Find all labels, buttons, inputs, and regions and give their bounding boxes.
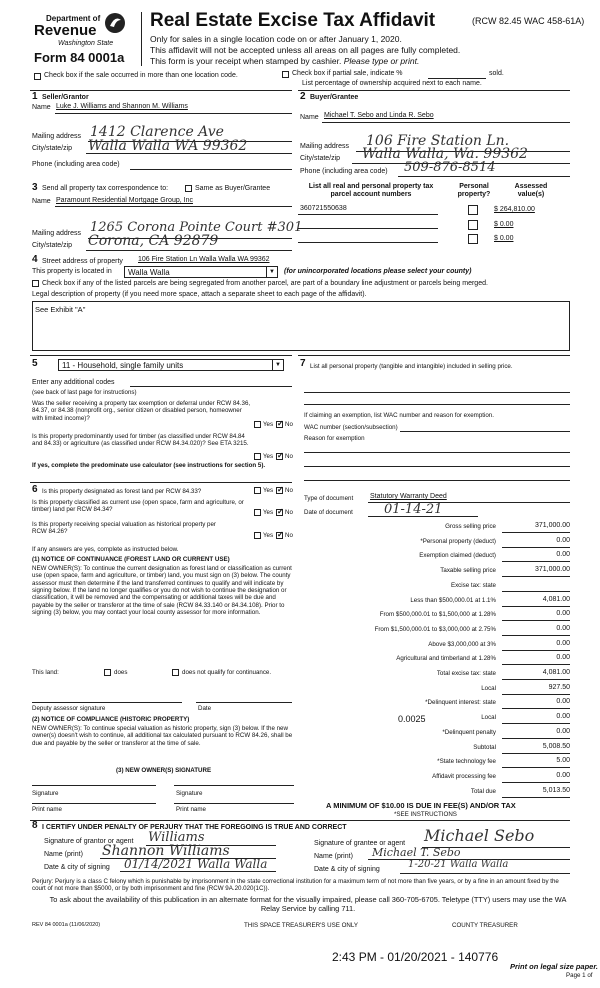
yes-label: Yes	[263, 487, 274, 494]
dept-line2: Revenue	[34, 22, 97, 39]
tax-row-value[interactable]: 0.00	[556, 713, 570, 720]
tax-row-value[interactable]: 371,000.00	[534, 566, 570, 573]
grantor-print-label: Name (print)	[44, 851, 83, 858]
sec5-q1-no-checkbox[interactable]	[276, 421, 283, 428]
sec8-heading: I CERTIFY UNDER PENALTY OF PERJURY THAT THE FOREGOING IS TRUE AND CORRECT	[42, 824, 347, 831]
tax-row-value[interactable]: 5,008.50	[542, 743, 570, 750]
notice1-title: (1) NOTICE OF CONTINUANCE (FOREST LAND OR CURRENT USE)	[32, 556, 230, 563]
tax-row-label: Local	[481, 685, 496, 692]
county-note: (for unincorporated locations please select your county)	[284, 268, 472, 275]
sec5-q2-yes-checkbox[interactable]	[254, 453, 261, 460]
tax-row-label: Gross selling price	[445, 523, 496, 530]
header-line3: This form is your receipt when stamped by cashier. Please type or print.	[150, 56, 420, 66]
grantee-date-label: Date & city of signing	[314, 866, 380, 873]
seller-city[interactable]: Walla Walla WA 99362	[88, 138, 248, 154]
yes-label: Yes	[263, 532, 274, 539]
buyer-name[interactable]: Michael T. Sebo and Linda R. Sebo	[324, 112, 434, 119]
owner-print-label-1: Print name	[32, 806, 62, 813]
assessed-value-1[interactable]: $ 264,810.00	[494, 206, 535, 213]
county-treasurer: COUNTY TREASURER	[452, 922, 518, 929]
form-number: Form 84 0001a	[34, 50, 125, 65]
sec7-number: 7	[300, 358, 306, 369]
use-code-select[interactable]: 11 - Household, single family units ▼	[58, 359, 284, 371]
sec6-ifany: If any answers are yes, complete as instructed below.	[32, 546, 179, 553]
multi-location-checkbox[interactable]	[34, 73, 41, 80]
no-label: No	[285, 453, 293, 460]
yes-label: Yes	[263, 421, 274, 428]
deputy-sig-label: Deputy assessor signature	[32, 705, 106, 712]
corr-name-label: Name	[32, 198, 51, 205]
county-select[interactable]: Walla Walla ▼	[124, 266, 278, 278]
additional-codes-label: Enter any additional codes	[32, 379, 115, 386]
reason-label: Reason for exemption	[304, 435, 365, 442]
parcel-number-1[interactable]: 360721550638	[300, 205, 347, 212]
sec6-q1: Is this property designated as forest land per RCW 84.33?	[42, 488, 202, 495]
chevron-down-icon: ▼	[272, 360, 283, 370]
assessed-col-header: Assessed value(s)	[514, 183, 548, 199]
corr-city[interactable]: Corona, CA 92879	[88, 233, 219, 249]
rev-number: REV 84 0001a (11/06/2020)	[32, 922, 101, 928]
grantee-print-name[interactable]: Michael T. Sebo	[372, 846, 461, 859]
tax-row-value[interactable]: 4,081.00	[542, 669, 570, 676]
sec7-label: List all personal property (tangible and intangible) included in selling price.	[310, 363, 513, 370]
buyer-city-label: City/state/zip	[300, 155, 341, 162]
sec6-q2-no-checkbox[interactable]	[276, 509, 283, 516]
seller-phone-label: Phone (including area code)	[32, 161, 120, 168]
tax-row-value[interactable]: 0.00	[556, 537, 570, 544]
sold-label: sold.	[489, 70, 504, 77]
minimum-note: A MINIMUM OF $10.00 IS DUE IN FEE(S) AND/OR TAX	[326, 801, 516, 810]
tax-row-value[interactable]: 0.00	[556, 551, 570, 558]
buyer-mail-label: Mailing address	[300, 143, 350, 150]
tax-row-value[interactable]: 0.00	[556, 772, 570, 779]
personal-property-checkbox-3[interactable]	[468, 234, 478, 244]
cashier-stamp: 2:43 PM - 01/20/2021 - 140776	[332, 950, 499, 964]
grantor-date-place[interactable]: 01/14/2021 Walla Walla	[124, 857, 268, 871]
seller-section-number: 1	[32, 91, 38, 102]
no-label: No	[285, 421, 293, 428]
tax-row-label: *Personal property (deduct)	[420, 538, 496, 545]
assessed-value-2[interactable]: $ 0.00	[494, 221, 514, 228]
assessed-value-3[interactable]: $ 0.00	[494, 235, 514, 242]
no-label: No	[285, 487, 293, 494]
tax-row-label: Total excise tax: state	[436, 670, 496, 677]
does-label: does	[114, 669, 128, 676]
tax-row-value[interactable]: 371,000.00	[534, 522, 570, 529]
grantee-sig-label: Signature of grantee or agent	[314, 840, 406, 847]
sec5-q2: Is this property predominantly used for timber (as classified under RCW 84.84 and 84.33) or agriculture (as classified under RCW 84.34.020)? See ETA 3215.	[32, 433, 249, 448]
corr-name[interactable]: Paramount Residential Mortgage Group, Inc	[56, 197, 193, 204]
tax-row-label: Excise tax: state	[450, 582, 496, 589]
segregated-label: Check box if any of the listed parcels are being segregated from another parcel, are part of a boundary line adjustment or parcels being merged.	[42, 280, 488, 287]
legal-label: Legal description of property (if you need more space, attach a separate sheet to each page of the affidavit).	[32, 291, 367, 298]
page-number: Page 1 of	[566, 972, 593, 979]
owner-print-label-2: Print name	[176, 806, 206, 813]
seller-name-label: Name	[32, 104, 51, 111]
no-label: No	[285, 532, 293, 539]
tax-row-label: *State technology fee	[437, 758, 496, 765]
codes-note: (see back of last page for instructions)	[32, 389, 137, 396]
tax-row-label: Less than $500,000.01 at 1.1%	[410, 597, 496, 604]
sec6-q3: Is this property receiving special valuation as historical property per RCW 84.26?	[32, 521, 216, 536]
treasurer-use: THIS SPACE TREASURER'S USE ONLY	[244, 922, 358, 929]
notice2-title: (2) NOTICE OF COMPLIANCE (HISTORIC PROPERTY)	[32, 716, 190, 723]
tax-row-value[interactable]: 0.00	[556, 654, 570, 661]
local-rate: 0.0025	[398, 714, 426, 724]
tax-row-label: From $1,500,000.01 to $3,000,000 at 2.75%	[374, 626, 496, 633]
percent-note: List percentage of ownership acquired next to each name.	[302, 80, 482, 87]
buyer-city[interactable]: Walla Walla, Wa. 99362	[362, 146, 528, 162]
same-as-buyer-label: Same as Buyer/Grantee	[195, 185, 271, 192]
street-section-number: 4	[32, 254, 38, 265]
parcel-col-header: List all real and personal property tax parcel account numbers	[308, 183, 434, 199]
does-not-label: does not qualify for continuance.	[182, 669, 272, 676]
see-instructions: *SEE INSTRUCTIONS	[394, 811, 457, 818]
tax-row-label: *Delinquent penalty	[442, 729, 496, 736]
sec6-number: 6	[32, 484, 38, 495]
dept-line3: Washington State	[58, 40, 114, 47]
tax-row-label: Exemption claimed (deduct)	[419, 552, 496, 559]
corr-mail-label: Mailing address	[32, 230, 82, 237]
perjury-note: Perjury: Perjury is a class C felony which is punishable by imprisonment in the state correctional institution for a maximum term of not more than five years, or by a fine in an amount fixed by the court of not more than $5000, or by both imprisonment and fine (RCW 9A.20.020(1C)).	[32, 878, 559, 893]
corr-mail[interactable]: 1265 Corona Pointe Court #301	[90, 220, 303, 235]
header-line2: This affidavit will not be accepted unless all areas on all pages are fully completed.	[150, 45, 461, 55]
sec5-q2-no-checkbox[interactable]	[276, 453, 283, 460]
dept-line1: Department of	[46, 14, 101, 23]
grantor-sig-label: Signature of grantor or agent	[44, 838, 134, 845]
buyer-mail[interactable]: 106 Fire Station Ln.	[366, 133, 510, 149]
tax-row-value[interactable]: 0.00	[556, 625, 570, 632]
doc-type[interactable]: Statutory Warranty Deed	[370, 493, 447, 500]
tax-row-label: Above $3,000,000 at 3%	[428, 641, 496, 648]
seller-name[interactable]: Luke J. Williams and Shannon M. Williams	[56, 103, 188, 110]
tax-row-value[interactable]: 5.00	[556, 757, 570, 764]
buyer-section-number: 2	[300, 91, 306, 102]
notice3-title: (3) NEW OWNER(S) SIGNATURE	[116, 767, 212, 774]
does-checkbox[interactable]	[104, 669, 111, 676]
owner-sig-label-1: Signature	[32, 790, 59, 797]
sec6-q2-yes-checkbox[interactable]	[254, 509, 261, 516]
exemption-label: If claiming an exemption, list WAC number and reason for exemption.	[304, 412, 494, 419]
buyer-phone[interactable]: 509-876-8514	[404, 160, 496, 175]
tax-row-value[interactable]: 4,081.00	[542, 596, 570, 603]
wac-label: WAC number (section/subsection)	[304, 424, 398, 431]
sec5-number: 5	[32, 358, 38, 369]
personal-col-header: Personal property?	[457, 183, 491, 199]
tax-row-label: Affidavit processing fee	[432, 773, 496, 780]
sec6-q1-yes-checkbox[interactable]	[254, 487, 261, 494]
does-not-checkbox[interactable]	[172, 669, 179, 676]
street-label: Street address of property	[42, 258, 123, 265]
personal-property-checkbox-2[interactable]	[468, 220, 478, 230]
tax-row-label: From $500,000.01 to $1,500,000 at 1.28%	[379, 611, 496, 618]
yes-label: Yes	[263, 453, 274, 460]
corr-section-number: 3	[32, 182, 38, 193]
no-label: No	[285, 509, 293, 516]
sec8-number: 8	[32, 820, 38, 831]
partial-sale-label: Check box if partial sale, indicate %	[292, 70, 403, 77]
doc-date-label: Date of document	[304, 509, 353, 516]
corr-city-label: City/state/zip	[32, 242, 73, 249]
grantee-signature[interactable]: Michael Sebo	[424, 826, 535, 845]
tax-row-value[interactable]: 0.00	[556, 728, 570, 735]
seller-mail[interactable]: 1412 Clarence Ave	[90, 124, 224, 140]
this-land-label: This land:	[32, 669, 59, 676]
sec6-q2: Is this property classified as current use (open space, farm and agriculture, or timber) land per RCW 84.34?	[32, 499, 244, 514]
grantor-print-name[interactable]: Shannon Williams	[102, 843, 230, 859]
tax-row-label: *Delinquent interest: state	[425, 699, 496, 706]
notice2-body: NEW OWNER(S): To continue special valuation as historic property, sign (3) below. If the new owner(s) doesn't wish to continue, all additional tax calculated pursuant to RCW 84.26, shall be due and payable by the seller or transferor at the time of sale.	[32, 725, 293, 747]
sec6-q1-no-checkbox[interactable]	[276, 487, 283, 494]
tax-row-label: Agricultural and timberland at 1.28%	[396, 655, 496, 662]
buyer-name-label: Name	[300, 114, 319, 121]
buyer-phone-label: Phone (including area code)	[300, 168, 388, 175]
tax-row-value[interactable]: 0.00	[556, 610, 570, 617]
grantor-signature[interactable]: Williams	[148, 830, 205, 845]
sec5-q1-yes-checkbox[interactable]	[254, 421, 261, 428]
chevron-down-icon: ▼	[266, 267, 277, 277]
legal-paper-note: Print on legal size paper.	[510, 962, 598, 971]
seller-mail-label: Mailing address	[32, 133, 82, 140]
dept-logo-icon	[104, 12, 126, 34]
page-title: Real Estate Excise Tax Affidavit	[150, 10, 436, 31]
tax-row-label: Total due	[470, 788, 496, 795]
doc-date[interactable]: 01-14-21	[384, 502, 443, 517]
notice1-body: NEW OWNER(S): To continue the current designation as forest land or classification as current use (open space, farm and agriculture, or timber) land, you must sign on (3) below. The county assessor must then determine if the land transferred continues to qualify and will indicate by signing below. If the land no longer qualifies or you do not wish to continue the designation or classification, it will be removed and the compensating or additional taxes will be due and payable by the seller or transferor at the time of sale (RCW 84.33.140 or 84.34.108). Prior to signing (3) below, you may contact your local county assessor for more information.	[32, 565, 292, 616]
segregated-checkbox[interactable]	[32, 280, 39, 287]
tax-row-value[interactable]: 5,013.50	[542, 787, 570, 794]
seller-city-label: City/state/zip	[32, 145, 73, 152]
grantee-date-place[interactable]: 1-20-21 Walla Walla	[408, 859, 509, 870]
sec6-q3-yes-checkbox[interactable]	[254, 532, 261, 539]
yes-label: Yes	[263, 509, 274, 516]
corr-heading: Send all property tax correspondence to:	[42, 185, 169, 192]
tax-row-value[interactable]: 0.00	[556, 640, 570, 647]
doc-type-label: Type of document	[304, 495, 354, 502]
located-label: This property is located in	[32, 268, 112, 275]
rcw-reference: (RCW 82.45 WAC 458-61A)	[472, 16, 585, 26]
legal-description-box[interactable]: See Exhibit "A"	[32, 301, 570, 351]
sec6-q3-no-checkbox[interactable]	[276, 532, 283, 539]
same-as-buyer-checkbox[interactable]	[185, 185, 192, 192]
seller-heading: Seller/Grantor	[42, 94, 89, 101]
tax-row-label: Local	[481, 714, 496, 721]
grantor-date-label: Date & city of signing	[44, 864, 110, 871]
partial-sale-checkbox[interactable]	[282, 71, 289, 78]
deputy-date-label: Date	[198, 705, 212, 712]
tax-row-label: Taxable selling price	[440, 567, 496, 574]
tax-row-value[interactable]: 0.00	[556, 698, 570, 705]
sec5-q2b: If yes, complete the predominate use calculator (see instructions for section 5).	[32, 462, 266, 469]
sec5-q1: Was the seller receiving a property tax exemption or deferral under RCW 84.36, 84.37, or 84.38 (nonprofit org., senior citizen or disabled person, homeowner with limited income)?	[32, 400, 251, 422]
street-address[interactable]: 106 Fire Station Ln Walla Walla WA 99362	[138, 256, 270, 263]
personal-property-checkbox-1[interactable]	[468, 205, 478, 215]
grantee-print-label: Name (print)	[314, 853, 353, 860]
buyer-heading: Buyer/Grantee	[310, 94, 359, 101]
tax-row-label: Subtotal	[473, 744, 496, 751]
tax-row-value[interactable]: 927.50	[548, 684, 570, 691]
owner-sig-label-2: Signature	[176, 790, 203, 797]
alt-format-note: To ask about the availability of this publication in an alternate format for the visually impaired, please call 360-705-6705. Teletype (TTY) users may use the WA Relay Service by calling 711.	[49, 895, 567, 913]
multi-location-label: Check box if the sale occurred in more than one location code.	[44, 72, 238, 79]
header-line1: Only for sales in a single location code on or after January 1, 2020.	[150, 34, 402, 44]
